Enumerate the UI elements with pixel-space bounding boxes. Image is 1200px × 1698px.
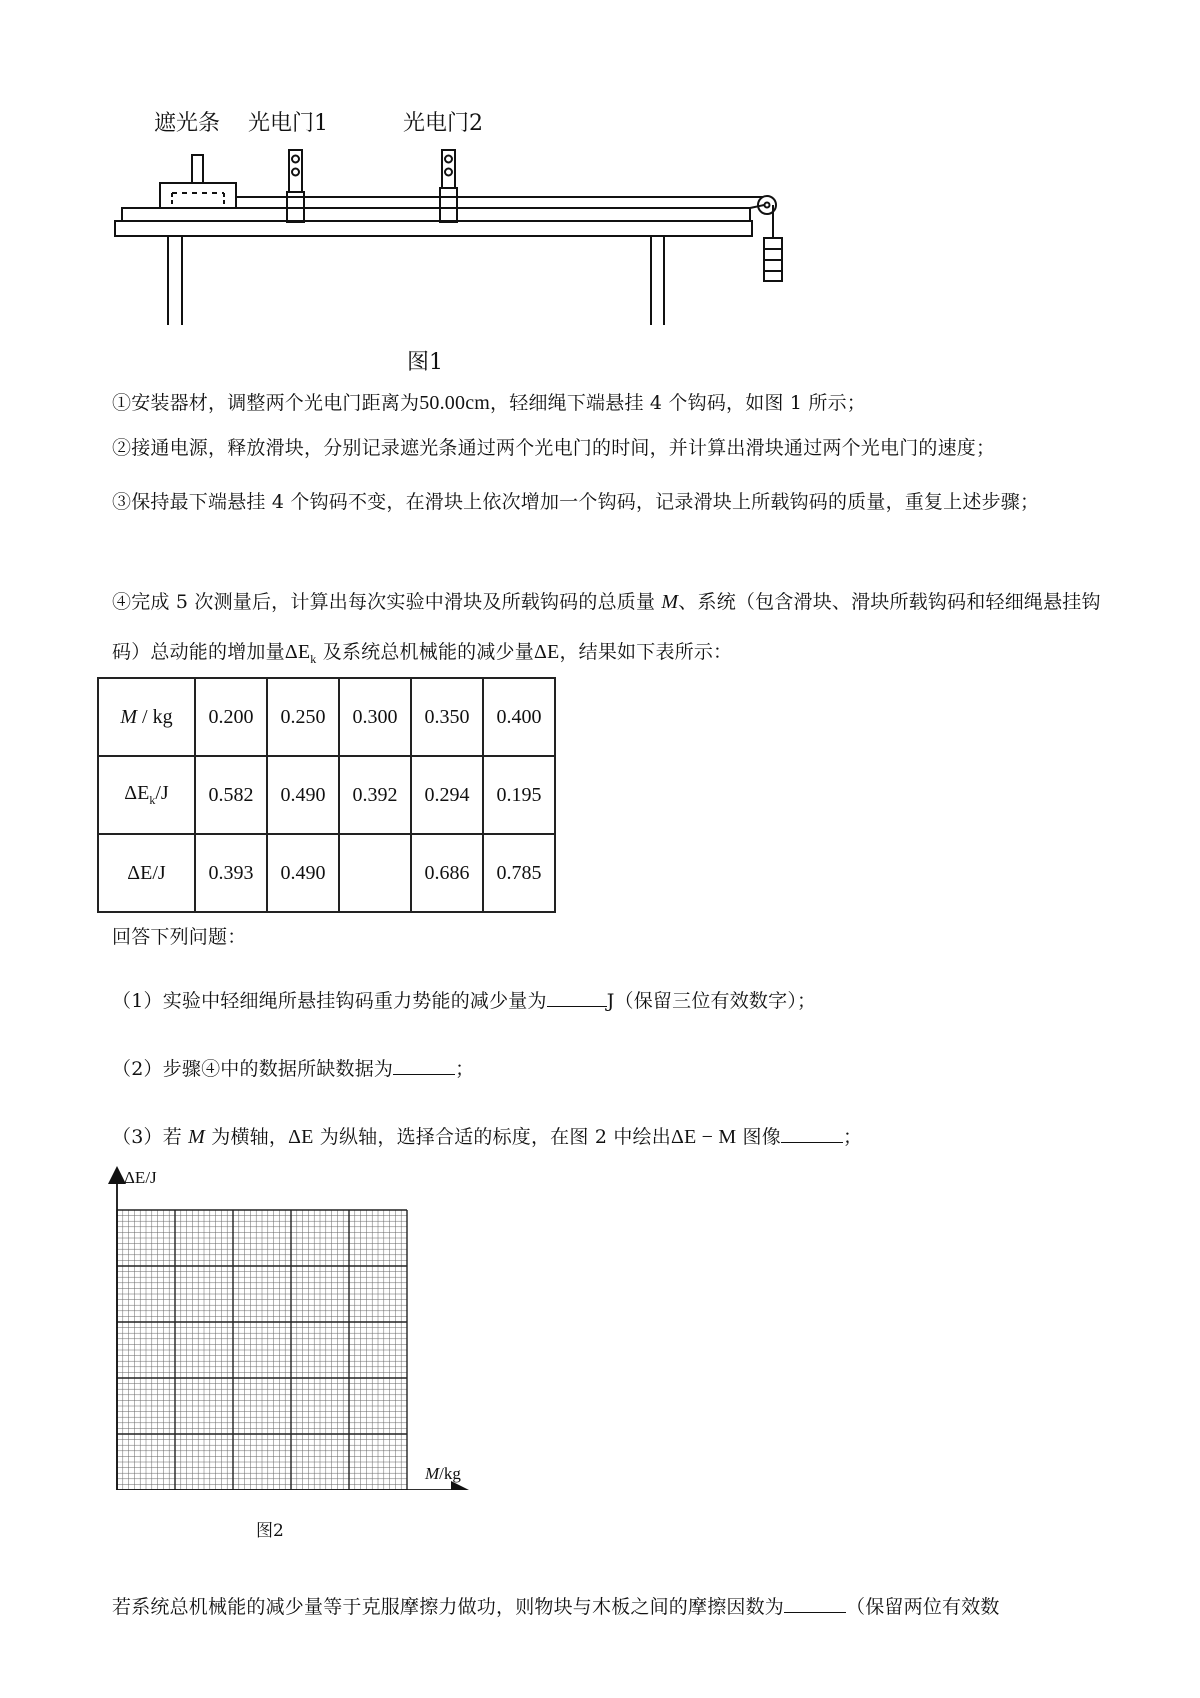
hanging-weight <box>764 249 782 260</box>
row-header-delta-e: ΔE/J <box>98 834 195 912</box>
question-2: （2）步骤④中的数据所缺数据为 ； <box>112 1058 475 1080</box>
questions-intro: 回答下列问题： <box>112 926 247 948</box>
x-axis-label: M/kg <box>425 1464 461 1483</box>
table-cell: 0.686 <box>411 834 483 912</box>
hanging-weight <box>764 271 782 281</box>
table-cell: 0.294 <box>411 756 483 834</box>
hanging-weight <box>764 260 782 271</box>
step-1: ①安装器材，调整两个光电门距离为50.00cm，轻细绳下端悬挂 4 个钩码，如图 1 所示； <box>112 392 866 414</box>
figure1-apparatus <box>0 0 1200 340</box>
label-photogate-2: 光电门2 <box>403 111 483 136</box>
air-rail <box>122 208 750 221</box>
table-row <box>98 678 555 756</box>
table-cell: 0.200 <box>195 678 267 756</box>
answer-blank-3[interactable] <box>781 1124 843 1143</box>
row-header-delta-ek: $\Delta E_k/J$ <box>98 756 195 834</box>
table-cell: 0.785 <box>483 834 555 912</box>
table-cell: 0.582 <box>195 756 267 834</box>
row-header-mass: M / kg <box>98 678 195 756</box>
table-cell: 0.250 <box>267 678 339 756</box>
table-cell: 0.392 <box>339 756 411 834</box>
answer-blank-2[interactable] <box>393 1056 455 1075</box>
photogate-2 <box>440 188 457 222</box>
table-cell: 0.300 <box>339 678 411 756</box>
table-cell: 0.195 <box>483 756 555 834</box>
figure2-caption: 图2 <box>256 1521 284 1541</box>
step-2: ②接通电源，释放滑块，分别记录遮光条通过两个光电门的时间，并计算出滑块通过两个光电门的速度； <box>112 437 996 459</box>
table-cell: 0.393 <box>195 834 267 912</box>
figure2-grid <box>0 1160 520 1490</box>
table-top <box>115 221 752 236</box>
label-shade-strip: 遮光条 <box>154 111 221 136</box>
table-cell: 0.400 <box>483 678 555 756</box>
table-cell: 0.490 <box>267 756 339 834</box>
table-row <box>98 834 555 912</box>
table-cell: 0.490 <box>267 834 339 912</box>
figure1-caption: 图1 <box>407 350 443 375</box>
answer-blank-1[interactable] <box>547 988 607 1007</box>
question-3: （3）若 M 为横轴，ΔE 为纵轴，选择合适的标度，在图 2 中绘出ΔE − M 图像 ； <box>112 1126 863 1148</box>
table-cell: 0.350 <box>411 678 483 756</box>
label-photogate-1: 光电门1 <box>248 111 328 136</box>
question-1: （1）实验中轻细绳所悬挂钩码重力势能的减少量为 J（保留三位有效数字）； <box>112 990 817 1012</box>
table-cell-missing <box>339 834 411 912</box>
shade-strip <box>192 155 203 183</box>
question-4: 若系统总机械能的减少量等于克服摩擦力做功，则物块与木板之间的摩擦因数为 （保留两位有效数 <box>112 1596 1000 1618</box>
hanging-weight <box>764 238 782 249</box>
step-4: ④完成 5 次测量后，计算出每次实验中滑块及所载钩码的总质量 M、系统（包含滑块、滑块所载钩码和轻细绳悬挂钩码）总动能的增加量$\Delta E_k$ 及系统总机械能的减少量ΔE，结果如下表所示： <box>112 591 1101 666</box>
table-row <box>98 756 555 834</box>
y-axis-label: ΔE/J <box>124 1168 157 1187</box>
results-table <box>97 677 556 913</box>
answer-blank-4[interactable] <box>784 1594 846 1613</box>
step-3: ③保持最下端悬挂 4 个钩码不变，在滑块上依次增加一个钩码，记录滑块上所载钩码的质量，重复上述步骤； <box>112 491 1040 513</box>
